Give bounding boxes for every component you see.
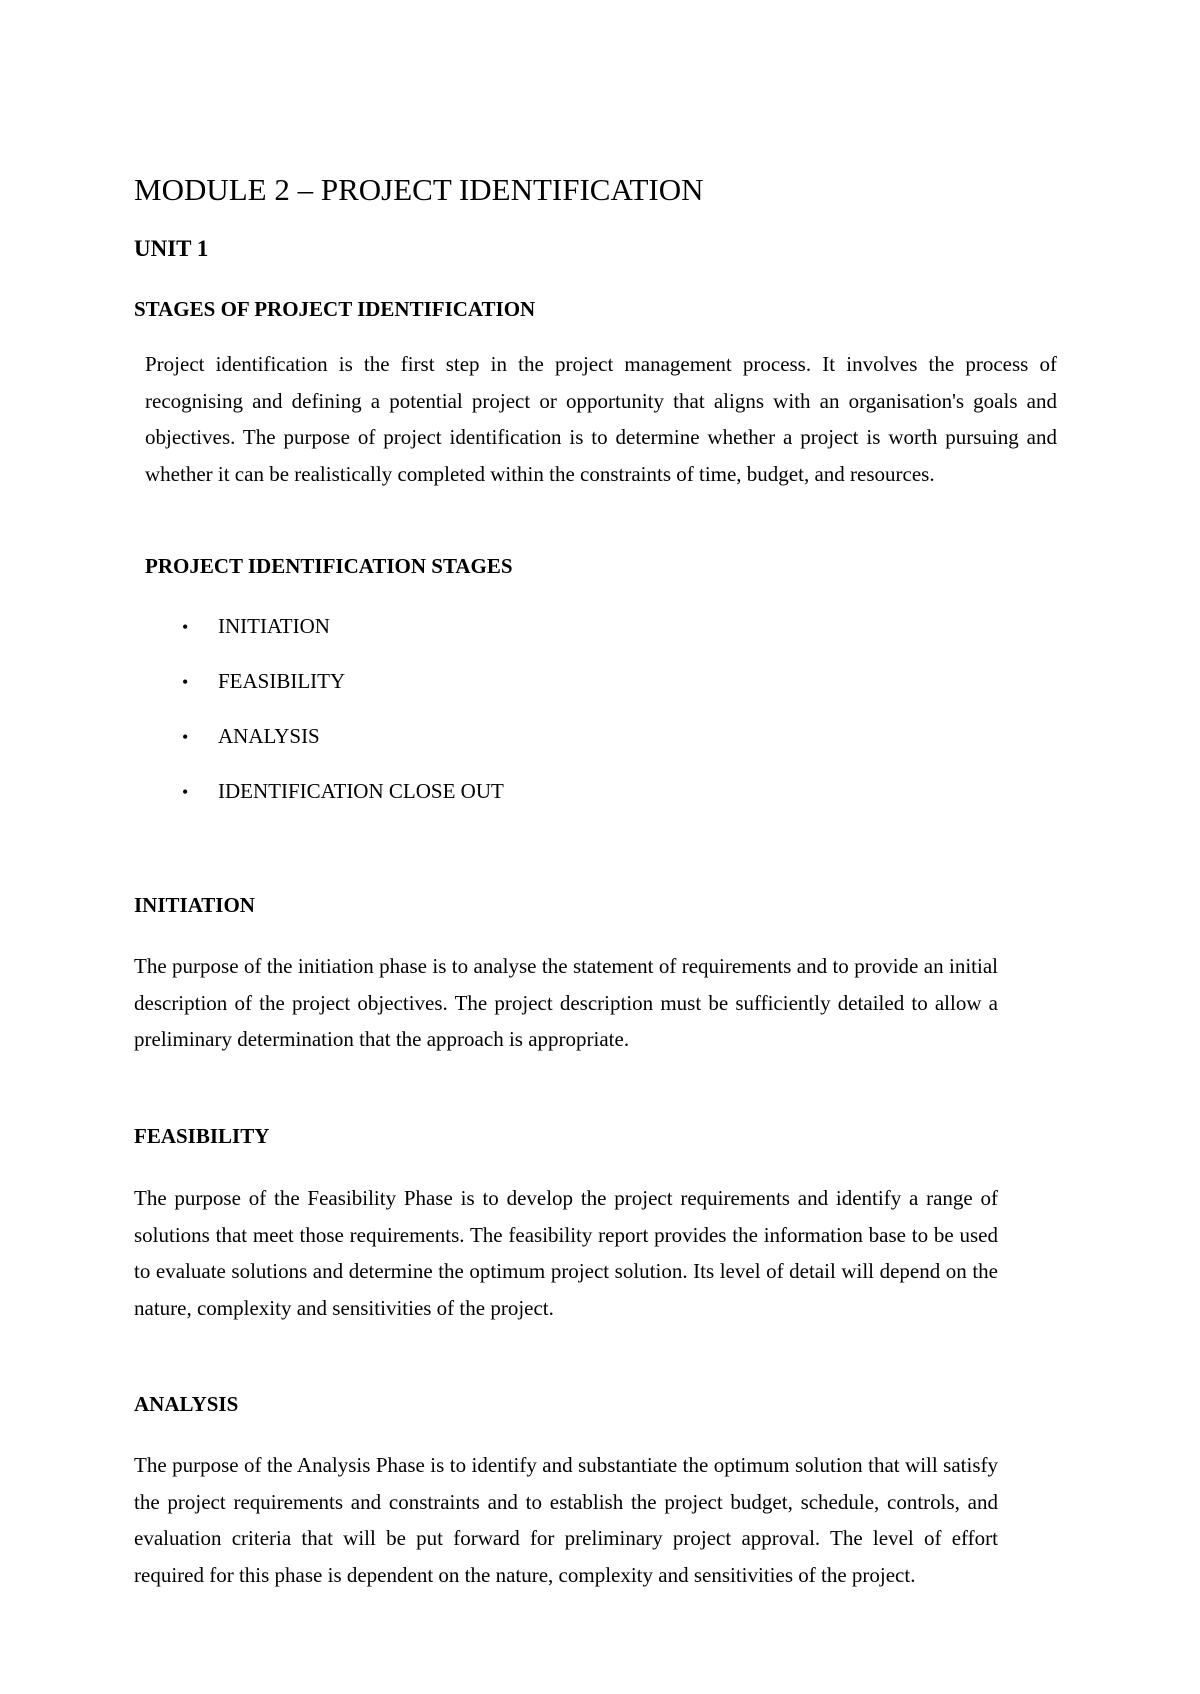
initiation-heading: INITIATION (134, 893, 255, 917)
stages-heading: PROJECT IDENTIFICATION STAGES (145, 554, 513, 578)
analysis-paragraph: The purpose of the Analysis Phase is to identify and substantiate the optimum solution that will satisfy the project requirements and constraints and to establish the project budget, schedule, controls, and evaluation criteria that will be put forward for preliminary project approval. The level of effort required for this phase is dependent on the nature, complexity and sensitivities of the project. (134, 1453, 998, 1587)
list-item (182, 777, 504, 832)
module-title: MODULE 2 – PROJECT IDENTIFICATION (134, 172, 704, 207)
unit-heading: UNIT 1 (134, 236, 209, 261)
stage-label: INITIATION (218, 614, 330, 638)
bullet-icon: • (182, 727, 189, 747)
feasibility-paragraph: The purpose of the Feasibility Phase is to develop the project requirements and identify a range of solutions that meet those requirements. The feasibility report provides the information base to be used to evaluate solutions and determine the optimum project solution. Its level of detail will depend on the nature, complexity and sensitivities of the project. (134, 1186, 998, 1320)
feasibility-heading: FEASIBILITY (134, 1124, 270, 1148)
stage-label: FEASIBILITY (218, 669, 346, 693)
intro-paragraph: Project identification is the first step in the project management process. It involves the process of recognising and defining a potential project or opportunity that aligns with an organisation's goals and objectives. The purpose of project identification is to determine whether a project is worth pursuing and whether it can be realistically completed within the constraints of time, budget, and resources. (145, 352, 1057, 486)
list-item (182, 612, 504, 667)
stages-list (182, 612, 504, 832)
stage-label: IDENTIFICATION CLOSE OUT (218, 779, 504, 803)
list-item (182, 667, 504, 722)
list-item (182, 722, 504, 777)
analysis-heading: ANALYSIS (134, 1392, 239, 1416)
stage-label: ANALYSIS (218, 724, 320, 748)
bullet-icon: • (182, 672, 189, 692)
initiation-paragraph: The purpose of the initiation phase is to analyse the statement of requirements and to provide an initial description of the project objectives. The project description must be sufficiently detailed to allow a preliminary determination that the approach is appropriate. (134, 954, 998, 1051)
section-title: STAGES OF PROJECT IDENTIFICATION (134, 297, 536, 321)
bullet-icon: • (182, 782, 189, 802)
bullet-icon: • (182, 617, 189, 637)
